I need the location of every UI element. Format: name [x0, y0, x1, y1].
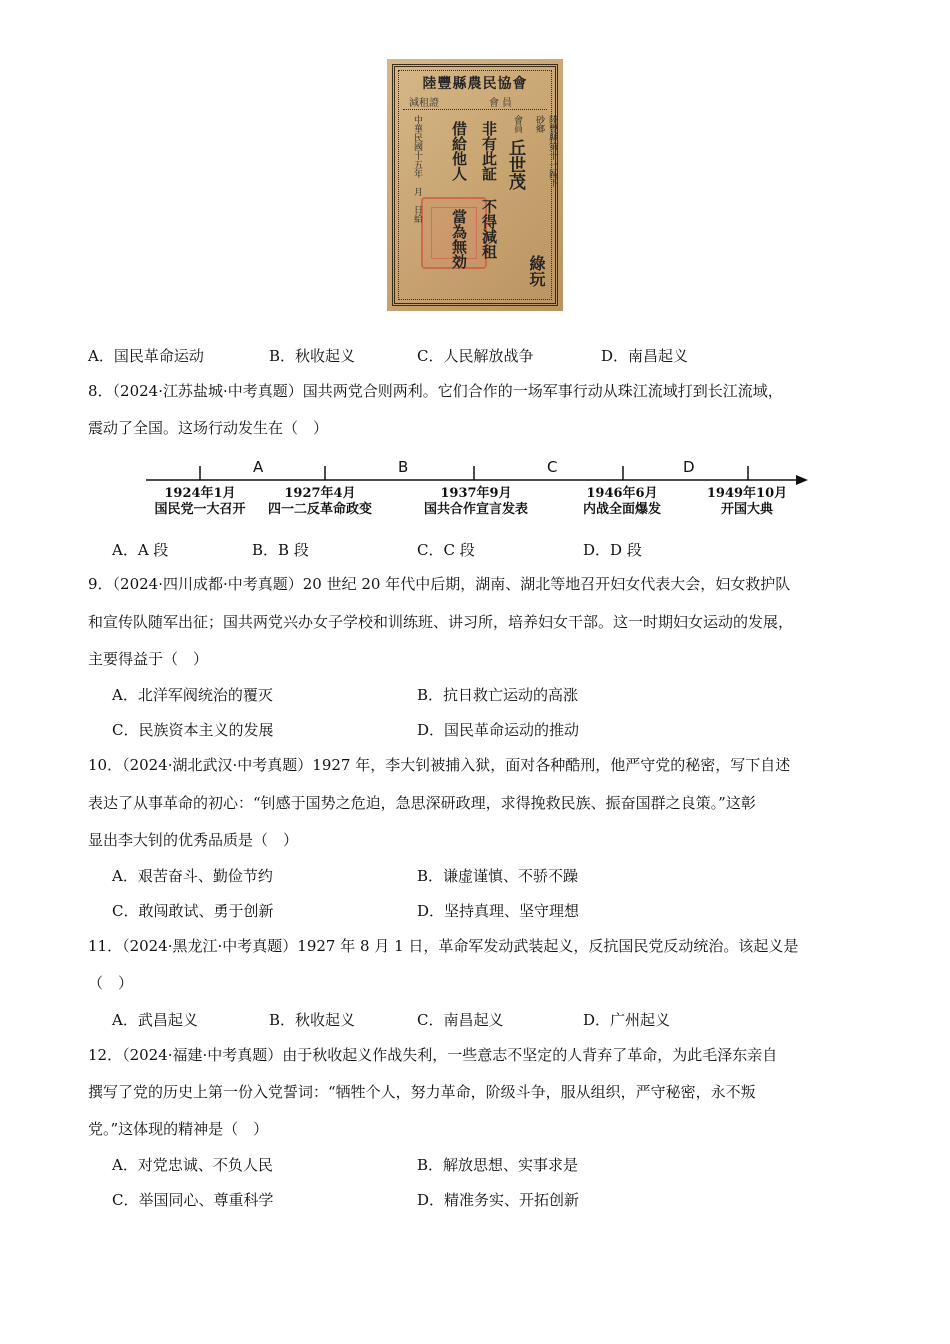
timeline-event-1927: 四一二反革命政变 — [267, 502, 372, 517]
timeline-event-1937: 国共合作宣言发表 — [423, 502, 528, 517]
timeline-segment-a: A — [253, 458, 264, 476]
certificate-divider — [403, 109, 547, 110]
farmers-association-certificate-image — [387, 59, 563, 311]
q9-option-a[interactable]: A．北洋军阀统治的覆灭 — [112, 686, 273, 704]
certificate-subtitle-left: 減租證 — [409, 98, 439, 109]
q8-option-b[interactable]: B．B 段 — [252, 541, 309, 559]
q7-option-c[interactable]: C．人民解放战争 — [417, 347, 534, 365]
q12-option-b[interactable]: B．解放思想、实事求是 — [417, 1156, 579, 1174]
certificate-member-label: 會員 — [512, 115, 522, 133]
q11-stem-line2: （ ） — [88, 974, 134, 992]
q9-option-d[interactable]: D．国民革命运动的推动 — [417, 721, 580, 739]
timeline-event-1946: 内战全面爆发 — [582, 502, 661, 517]
q11-option-c[interactable]: C．南昌起义 — [417, 1011, 504, 1029]
q11-option-d[interactable]: D．广州起义 — [583, 1011, 671, 1029]
timeline-segment-c: C — [547, 458, 558, 476]
certificate-subtitle-right: 會員 — [489, 98, 515, 109]
timeline-date-1946: 1946年6月 — [586, 486, 658, 501]
timeline-event-1924: 国民党一大召开 — [154, 502, 246, 517]
q12-stem-line3: 党。”这体现的精神是（ ） — [88, 1120, 269, 1138]
q10-stem-line2: 表达了从事革命的初心：“钊感于国势之危迫，急思深研政理，求得挽救民族、振奋国群之良策。”这彰 — [88, 794, 756, 812]
timeline-date-1924: 1924年1月 — [164, 486, 236, 501]
certificate-district: 陸豐縣第十一區下砂鄉 — [534, 115, 557, 187]
timeline-date-1937: 1937年9月 — [440, 486, 512, 501]
q7-option-a[interactable]: A．国民革命运动 — [88, 347, 204, 365]
q10-option-c[interactable]: C．敢闯敢试、勇于创新 — [112, 902, 274, 920]
certificate-title: 陸豐縣農民協會 — [422, 76, 528, 92]
timeline-event-1949: 开国大典 — [720, 502, 773, 517]
q9-stem-line2: 和宣传队随军出征；国共两党兴办女子学校和训练班、讲习所，培养妇女干部。这一时期妇女运动的发展， — [88, 613, 794, 631]
certificate-text-invalid: 當為無効 — [450, 209, 468, 269]
certificate-text-no-cert: 非有此証 — [480, 121, 498, 181]
q10-option-d[interactable]: D．坚持真理、坚守理想 — [417, 902, 580, 920]
q7-option-d[interactable]: D．南昌起义 — [601, 347, 689, 365]
timeline-segment-d: D — [683, 458, 695, 476]
q8-option-c[interactable]: C．C 段 — [417, 541, 475, 559]
q7-option-b[interactable]: B．秋收起义 — [269, 347, 356, 365]
q10-option-a[interactable]: A．艰苦奋斗、勤俭节约 — [112, 867, 273, 885]
q12-option-c[interactable]: C．举国同心、尊重科学 — [112, 1191, 274, 1209]
q8-option-d[interactable]: D．D 段 — [583, 541, 642, 559]
q8-stem-line2: 震动了全国。这场行动发生在（ ） — [88, 419, 329, 437]
q12-stem-line2: 撰写了党的历史上第一份入党誓词：“牺牲个人，努力革命，阶级斗争，服从组织，严守秘密，永不叛 — [88, 1083, 756, 1101]
timeline-date-1927: 1927年4月 — [284, 486, 356, 501]
q12-stem-line1: 12．（2024·福建·中考真题）由于秋收起义作战失利，一些意志不坚定的人背弃了革命，为此毛泽东亲自 — [88, 1046, 778, 1064]
certificate-text-lend: 借給他人 — [450, 121, 468, 181]
q11-stem-line1: 11．（2024·黑龙江·中考真题）1927 年 8 月 1 日，革命军发动武装起义，反抗国民党反动统治。该起义是 — [88, 937, 799, 955]
q8-option-a[interactable]: A．A 段 — [112, 541, 169, 559]
q9-stem-line1: 9．（2024·四川成都·中考真题）20 世纪 20 年代中后期，湖南、湖北等地召开妇女代表大会，妇女救护队 — [88, 575, 791, 593]
q9-stem-line3: 主要得益于（ ） — [88, 650, 209, 668]
certificate-village-name: 綠玩 — [527, 255, 546, 287]
certificate-date: 中華民國十五年 月 日給 — [412, 115, 422, 223]
q10-option-b[interactable]: B．谦虚谨慎、不骄不躁 — [417, 867, 579, 885]
q10-stem-line1: 10．（2024·湖北武汉·中考真题）1927 年，李大钊被捕入狱，面对各种酷刑，他严守党的秘密，写下自述 — [88, 756, 791, 774]
q12-option-a[interactable]: A．对党忠诚、不负人民 — [112, 1156, 273, 1174]
certificate-member-name: 丘世茂 — [505, 139, 525, 190]
q11-option-a[interactable]: A．武昌起义 — [112, 1011, 198, 1029]
q8-stem-line1: 8．（2024·江苏盐城·中考真题）国共两党合则两利。它们合作的一场军事行动从珠江流域打到长江流域， — [88, 382, 783, 400]
q8-timeline — [140, 458, 810, 520]
timeline-date-1949: 1949年10月 — [706, 486, 788, 501]
q11-option-b[interactable]: B．秋收起义 — [269, 1011, 356, 1029]
q9-option-b[interactable]: B．抗日救亡运动的高涨 — [417, 686, 579, 704]
q12-option-d[interactable]: D．精准务实、开拓创新 — [417, 1191, 580, 1209]
q9-option-c[interactable]: C．民族资本主义的发展 — [112, 721, 274, 739]
timeline-segment-b: B — [398, 458, 409, 476]
certificate-text-no-reduce: 不得減租 — [480, 199, 498, 259]
q10-stem-line3: 显出李大钊的优秀品质是（ ） — [88, 831, 299, 849]
